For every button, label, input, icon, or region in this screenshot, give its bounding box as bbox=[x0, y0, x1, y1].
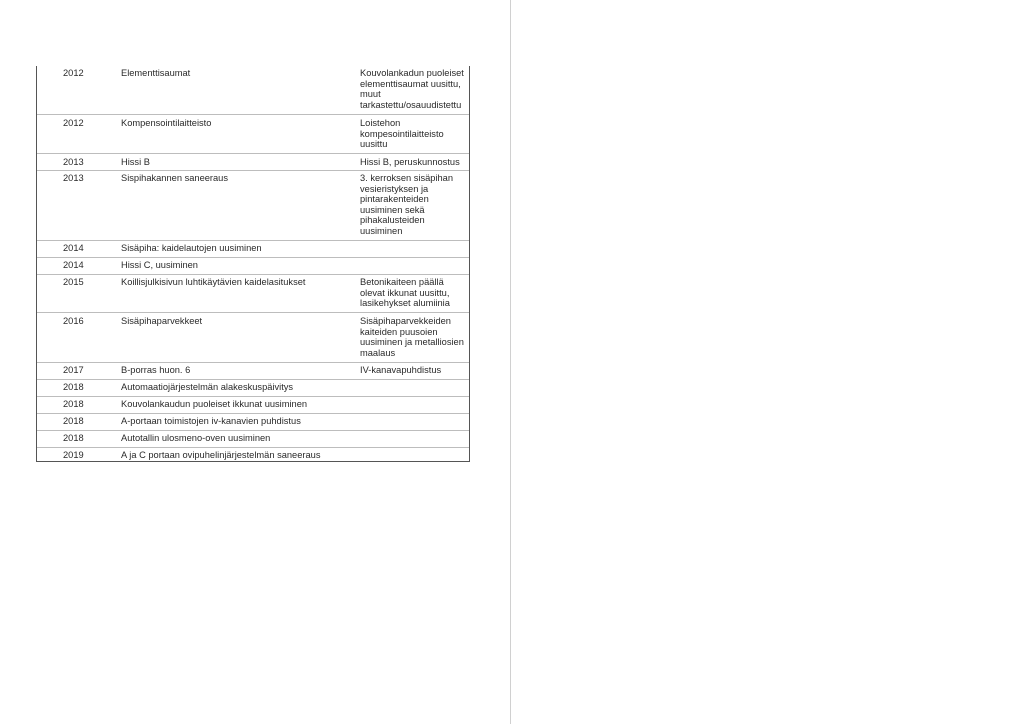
row-note: IV-kanavapuhdistus bbox=[360, 365, 442, 375]
row-description: Sisäpihaparvekkeet bbox=[121, 316, 203, 326]
row-description: B-porras huon. 6 bbox=[121, 365, 191, 375]
row-description: Hissi B bbox=[121, 157, 150, 167]
row-divider bbox=[37, 240, 469, 241]
page-divider bbox=[510, 0, 511, 724]
row-note: Loistehon kompesointilaitteisto uusittu bbox=[360, 118, 444, 150]
row-description: Kompensointilaitteisto bbox=[121, 118, 212, 128]
row-note: Betonikaiteen päällä olevat ikkunat uusittu, lasikehykset alumiinia bbox=[360, 277, 450, 309]
row-note: 3. kerroksen sisäpihan vesieristyksen ja pintarakenteiden uusiminen sekä pihakalusteiden uusiminen bbox=[360, 173, 454, 236]
row-year: 2017 bbox=[63, 365, 84, 375]
row-year: 2013 bbox=[63, 173, 84, 183]
row-divider bbox=[37, 396, 469, 397]
row-year: 2019 bbox=[63, 450, 84, 460]
row-year: 2013 bbox=[63, 157, 84, 167]
row-description: Koillisjulkisivun luhtikäytävien kaidelasitukset bbox=[121, 277, 306, 287]
row-year: 2014 bbox=[63, 260, 84, 270]
row-divider bbox=[37, 430, 469, 431]
row-year: 2012 bbox=[63, 68, 84, 78]
row-description: Hissi C, uusiminen bbox=[121, 260, 198, 270]
row-description: Kouvolankaudun puoleiset ikkunat uusiminen bbox=[121, 399, 308, 409]
row-year: 2012 bbox=[63, 118, 84, 128]
row-divider bbox=[37, 447, 469, 448]
row-note: Kouvolankadun puoleiset elementtisaumat uusittu, muut tarkastettu/osauudistettu bbox=[360, 68, 464, 110]
row-year: 2016 bbox=[63, 316, 84, 326]
row-divider bbox=[37, 274, 469, 275]
row-divider bbox=[37, 153, 469, 154]
row-note: Sisäpihaparvekkeiden kaiteiden puusoien uusiminen ja metalliosien maalaus bbox=[360, 316, 464, 358]
row-divider bbox=[37, 170, 469, 171]
row-divider bbox=[37, 413, 469, 414]
row-divider bbox=[37, 114, 469, 115]
row-description: A-portaan toimistojen iv-kanavien puhdistus bbox=[121, 416, 301, 426]
row-description: Automaatiojärjestelmän alakeskuspäivitys bbox=[121, 382, 294, 392]
row-divider bbox=[37, 362, 469, 363]
maintenance-history-table bbox=[36, 66, 470, 462]
row-divider bbox=[37, 257, 469, 258]
row-year: 2018 bbox=[63, 382, 84, 392]
row-description: Autotallin ulosmeno-oven uusiminen bbox=[121, 433, 271, 443]
row-year: 2015 bbox=[63, 277, 84, 287]
row-year: 2018 bbox=[63, 416, 84, 426]
row-divider bbox=[37, 379, 469, 380]
row-year: 2018 bbox=[63, 433, 84, 443]
row-note: Hissi B, peruskunnostus bbox=[360, 157, 460, 167]
row-year: 2014 bbox=[63, 243, 84, 253]
row-divider bbox=[37, 312, 469, 313]
row-description: Elementtisaumat bbox=[121, 68, 191, 78]
row-description: Sisäpiha: kaidelautojen uusiminen bbox=[121, 243, 262, 253]
row-description: A ja C portaan ovipuhelinjärjestelmän saneeraus bbox=[121, 450, 321, 460]
row-description: Sispihakannen saneeraus bbox=[121, 173, 228, 183]
row-year: 2018 bbox=[63, 399, 84, 409]
